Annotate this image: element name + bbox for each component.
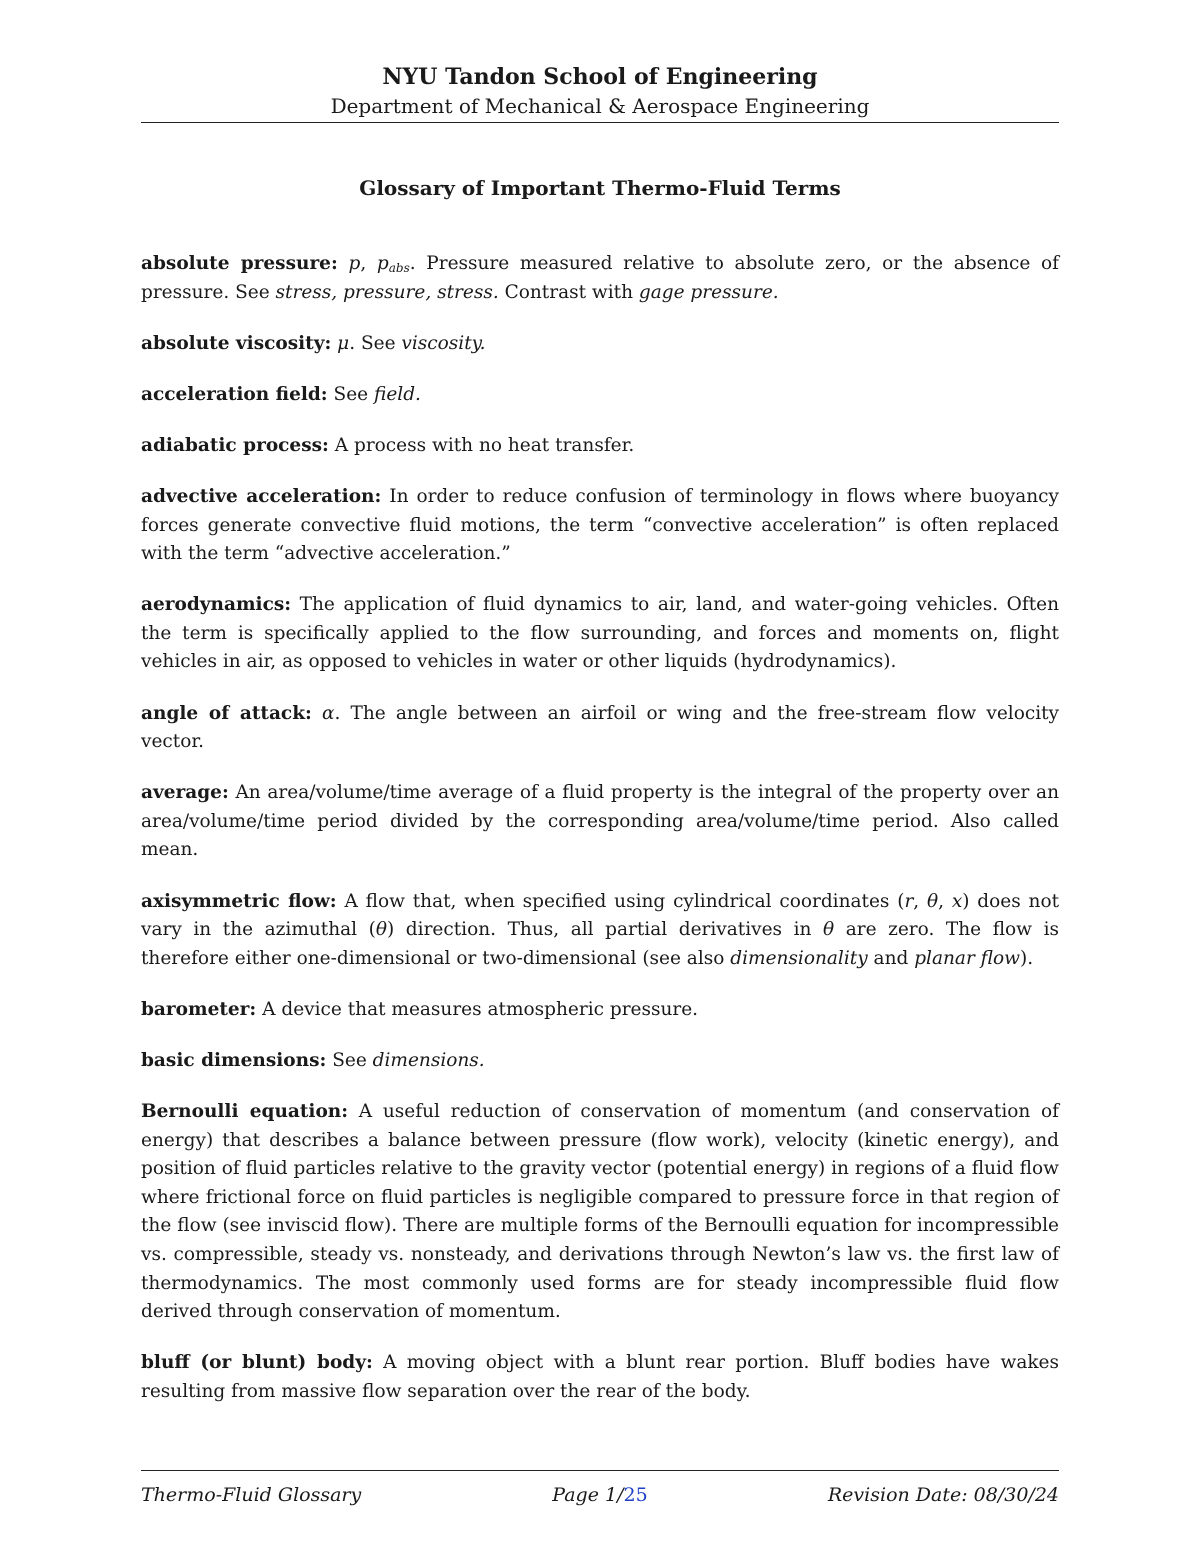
document-title: Glossary of Important Thermo-Fluid Terms (359, 176, 841, 200)
glossary-entry (141, 330, 1059, 359)
definition-text: and (867, 947, 915, 969)
definition-text: , (938, 890, 952, 912)
glossary-term: angle of attack: (141, 702, 312, 724)
definition-italic: dimensions. (372, 1049, 485, 1071)
glossary-entry (141, 1047, 1059, 1076)
definition-text (312, 703, 322, 724)
definition-text: , (913, 890, 927, 912)
definition-subscript: abs (388, 261, 410, 275)
glossary-term: absolute viscosity: (141, 332, 332, 354)
definition-italic: θ (926, 890, 939, 912)
definition-text: A moving object with a blunt rear portion. Bluff bodies have wakes resulting from massive flow separation over the rear of the body. (141, 1352, 1059, 1402)
glossary-entry (141, 888, 1059, 974)
glossary-term: basic dimensions: (141, 1049, 327, 1071)
page-prefix: Page 1/ (552, 1484, 624, 1506)
glossary-entry (141, 381, 1059, 410)
definition-italic: r (904, 890, 914, 912)
definition-text: ). (1020, 947, 1034, 969)
glossary-term: bluff (or blunt) body: (141, 1352, 373, 1374)
definition-text: ) direction. Thus, all partial derivatives in (387, 919, 823, 941)
definition-text: An area/volume/time average of a fluid property is the integral of the property over an area/volume/time period divided by the corresponding area/volume/time period. Also called mean. (141, 782, 1059, 861)
definition-text: A process with no heat transfer. (328, 434, 635, 456)
definition-text: A device that measures atmospheric pressure. (256, 998, 699, 1020)
definition-text: In order to reduce confusion of terminology in flows where buoyancy forces generate convective fluid motions, the term “convective acceleration” is often replaced with the term “advective acceleration.” (141, 485, 1059, 565)
definition-text: The application of fluid dynamics to air, land, and water-going vehicles. Often the term is specifically applied to the flow surrounding, and forces and moments on, flight vehicles in air, as opposed to vehicles in water or other liquids (hydrodynamics). (141, 594, 1059, 673)
definition-text: See (326, 1049, 373, 1071)
glossary-entry (141, 250, 1059, 307)
definition-text: A flow that, when specified using cylindrical coordinates ( (336, 890, 905, 912)
footer-doc-name: Thermo-Fluid Glossary (141, 1484, 362, 1506)
definition-italic: p (376, 253, 389, 274)
definition-text (338, 253, 349, 274)
definition-text: . The angle between an airfoil or wing and the free-stream flow velocity vector. (141, 702, 1060, 753)
definition-italic: dimensionality (730, 947, 868, 969)
definition-italic: viscosity. (401, 332, 486, 354)
glossary-term: average: (141, 782, 229, 804)
glossary-term: adiabatic process: (141, 434, 329, 456)
definition-text: . See (349, 332, 402, 354)
definition-italic: α (322, 702, 335, 724)
definition-text: See (327, 383, 374, 405)
glossary-term: aerodynamics: (141, 594, 292, 616)
glossary-term: absolute pressure: (141, 253, 338, 274)
header-rule (141, 122, 1059, 123)
definition-text: , (360, 253, 377, 274)
glossary-entries (141, 250, 1059, 1429)
definition-italic: θ (375, 919, 388, 941)
definition-italic: field. (373, 383, 421, 405)
definition-text: are zero. The flow is therefore either one-dimensional or two-dimensional (see also (141, 919, 1059, 969)
page-header (141, 62, 1059, 120)
definition-italic: stress, pressure, stress. (275, 281, 499, 303)
glossary-entry (141, 432, 1059, 461)
definition-text: Contrast with (498, 281, 639, 303)
definition-italic: planar flow (914, 947, 1020, 969)
school-name: NYU Tandon School of Engineering (382, 64, 818, 90)
page-total-link[interactable]: 25 (623, 1484, 648, 1506)
glossary-entry (141, 996, 1059, 1025)
glossary-entry (141, 700, 1059, 757)
glossary-entry (141, 1349, 1059, 1406)
definition-text: . Pressure measured relative to absolute zero, or the absence of pressure. See (141, 253, 1060, 303)
glossary-entry (141, 483, 1059, 569)
definition-text: A useful reduction of conservation of momentum (and conservation of energy) that describes a balance between pressure (flow work), velocity (kinetic energy), and position of fluid particles relative to the gravity vector (potential energy) in regions of a fluid flow where frictional force on fluid particles is negligible compared to pressure force in that region of the flow (see inviscid flow). There are multiple forms of the Bernoulli equation for incompressible vs. compressible, steady vs. nonsteady, and derivations through Newton’s law vs. the first law of thermodynamics. The most commonly used forms are for steady incompressible fluid flow derived through conservation of momentum. (141, 1100, 1059, 1323)
glossary-term: barometer: (141, 998, 257, 1020)
page-footer (141, 1478, 1059, 1512)
definition-italic: gage pressure. (638, 281, 779, 303)
glossary-entry (141, 1098, 1059, 1327)
definition-italic: θ (823, 919, 835, 941)
definition-italic: p (348, 253, 361, 274)
glossary-term: Bernoulli equation: (141, 1100, 349, 1122)
glossary-term: acceleration field: (141, 383, 328, 405)
glossary-term: axisymmetric flow: (141, 890, 337, 912)
definition-italic: μ (337, 332, 350, 354)
definition-text: ) does not vary in the azimuthal ( (141, 890, 1060, 941)
definition-italic: x (951, 890, 963, 912)
glossary-entry (141, 779, 1059, 865)
department-name: Department of Mechanical & Aerospace Engineering (330, 94, 870, 118)
footer-rule (141, 1470, 1059, 1471)
glossary-entry (141, 591, 1059, 677)
glossary-term: advective acceleration: (141, 485, 382, 507)
footer-revision-date: Revision Date: 08/30/24 (827, 1484, 1059, 1506)
